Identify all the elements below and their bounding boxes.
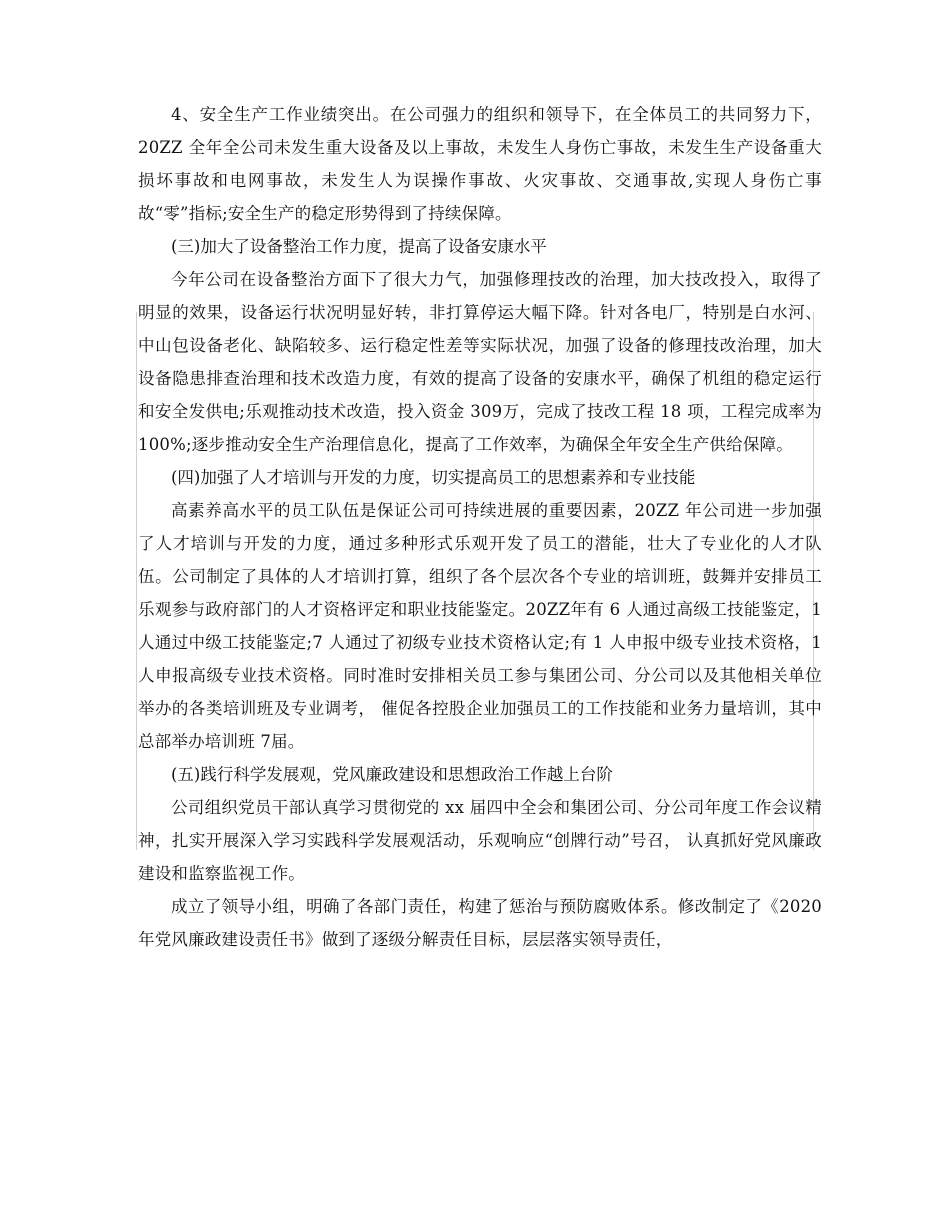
document-body [138, 98, 822, 956]
paragraph-equipment-renovation: 今年公司在设备整治方面下了很大力气，加强修理技改的治理，加大技改投入，取得了明显的效果，设备运行状况明显好转，非打算停运大幅下降。针对各电厂，特别是白水河、中山包设备老化、缺陷较多、运行稳定性差等实际状况，加强了设备的修理技改治理，加大设备隐患排查治理和技术改造力度，有效的提高了设备的安康水平，确保了机组的稳定运行和安全发供电;乐观推动技术改造，投入资金 309万，完成了技改工程 18 项，工程完成率为 100%;逐步推动安全生产治理信息化，提高了工作效率，为确保全年安全生产供给保障。 [138, 270, 822, 454]
section-heading-4: (四)加强了人才培训与开发的力度，切实提高员工的思想素养和专业技能 [171, 468, 696, 487]
paragraph-leadership-group: 成立了领导小组，明确了各部门责任，构建了惩治与预防腐败体系。修改制定了《2020 年党风廉政建设责任书》做到了逐级分解责任目标，层层落实领导责任， [138, 897, 822, 949]
section-heading-5: (五)践行科学发展观，党风廉政建设和思想政治工作越上台阶 [171, 765, 613, 784]
paragraph-talent-training: 高素养高水平的员工队伍是保证公司可持续进展的重要因素，20ZZ 年公司进一步加强了人才培训与开发的力度，通过多种形式乐观开发了员工的潜能，壮大了专业化的人才队伍。公司制定了具体的人才培训打算，组织了各个层次各个专业的培训班，鼓舞并安排员工乐观参与政府部门的人才资格评定和职业技能鉴定。20ZZ年有 6 人通过高级工技能鉴定，1 人通过中级工技能鉴定;7 人通过了初级专业技术资格认定;有 1 人申报中级专业技术资格，1 人申报高级专业技术资格。同时准时安排相关员工参与集团公司、分公司以及其他相关单位举办的各类培训班及专业调考， 催促各控股企业加强员工的工作技能和业务力量培训，其中总部举办培训班 7届。 [138, 501, 822, 751]
section-heading-3: (三)加大了设备整治工作力度，提高了设备安康水平 [171, 237, 547, 256]
paragraph-safety-performance: 4、安全生产工作业绩突出。在公司强力的组织和领导下，在全体员工的共同努力下，20ZZ 全年全公司未发生重大设备及以上事故，未发生人身伤亡事故，未发生生产设备重大损坏事故和电网事故，未发生人为误操作事故、火灾事故、交通事故,实现人身伤亡事故“零”指标;安全生产的稳定形势得到了持续保障。 [138, 105, 822, 223]
paragraph-party-study: 公司组织党员干部认真学习贯彻党的 xx 届四中全会和集团公司、分公司年度工作会议精神，扎实开展深入学习实践科学发展观活动，乐观响应“创牌行动”号召， 认真抓好党风廉政建设和监察监视工作。 [138, 798, 822, 883]
